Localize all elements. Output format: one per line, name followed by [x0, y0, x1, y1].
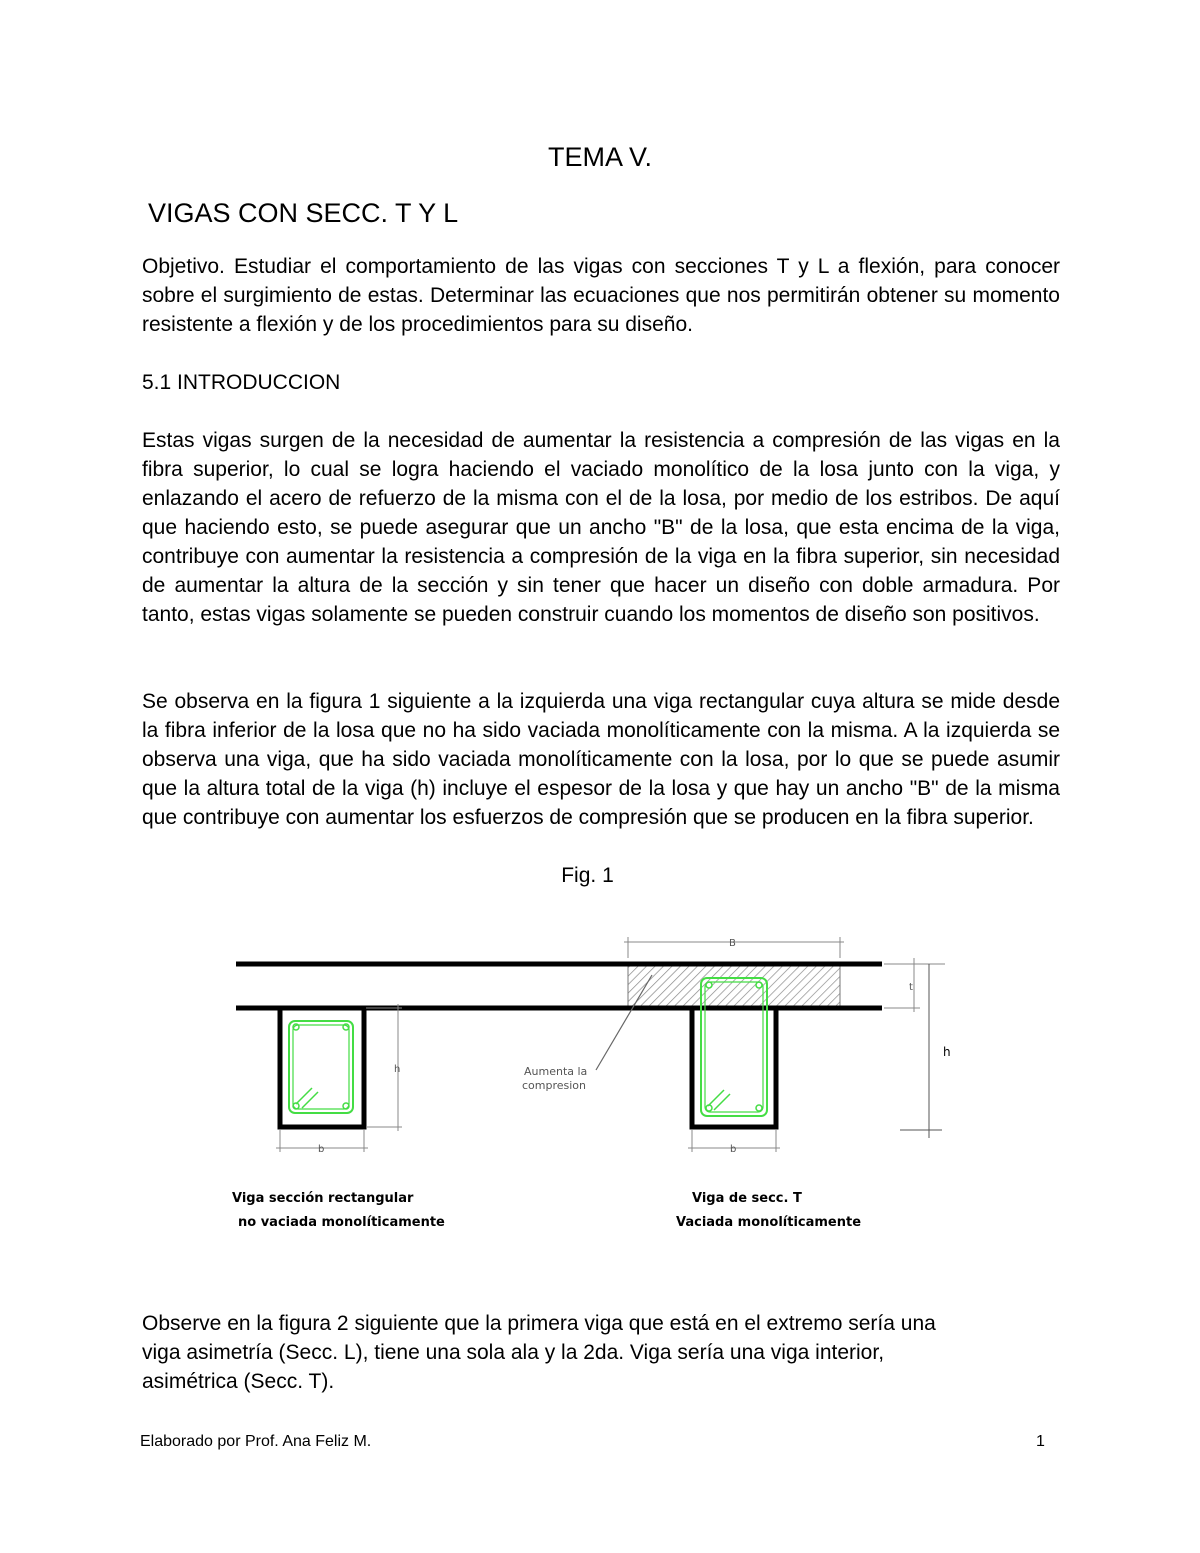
caption-right-line1: Viga de secc. T — [692, 1191, 802, 1206]
closing-paragraph — [142, 1309, 1072, 1396]
intro-paragraph: Estas vigas surgen de la necesidad de aumentar la resistencia a compresión de las vigas en la fibra superior, lo cual se logra haciendo el vaciado monolítico de la losa junto con la viga, y enlazando el acero de refuerzo de la misma con el de la losa, por medio de los estribos. De aquí que haciendo esto, se puede asegurar que un ancho "B" de la losa, que esta encima de la viga, contribuye con aumentar la resistencia a compresión de la viga en la fibra superior, sin necesidad de aumentar la altura de la sección y sin tener que hacer un diseño con doble armadura. Por tanto, estas vigas solamente se pueden construir cuando los momentos de diseño son positivos. — [142, 429, 1060, 626]
left-stirrup — [289, 1021, 353, 1113]
dim-b-left: b — [318, 1144, 325, 1155]
caption-right-line2: Vaciada monolíticamente — [676, 1215, 862, 1230]
dim-h-right: h — [943, 1045, 951, 1059]
annotation-line2: compresion — [522, 1079, 587, 1092]
footer-author: Elaborado por Prof. Ana Feliz M. — [140, 1433, 372, 1450]
closing-line: viga asimetría (Secc. L), tiene una sola ala y la 2da. Viga sería una viga interior, — [142, 1341, 885, 1364]
caption-left-line2: no vaciada monolíticamente — [238, 1215, 445, 1230]
figure-paragraph: Se observa en la figura 1 siguiente a la izquierda una viga rectangular cuya altura se mide desde la fibra inferior de la losa que no ha sido vaciada monolíticamente con la misma. A la izquierda se observa una viga, que ha sido vaciada monolíticamente con la losa, por lo que se puede asumir que la altura total de la viga (h) incluye el espesor de la losa y que hay un ancho "B" de la misma que contribuye con aumentar los esfuerzos de compresión que se producen en la fibra superior. — [142, 690, 1060, 829]
caption-left-line1: Viga sección rectangular — [232, 1191, 414, 1206]
footer-page-number: 1 — [1036, 1433, 1045, 1450]
objective-paragraph: Objetivo. Estudiar el comportamiento de las vigas con secciones T y L a flexión, para conocer sobre el surgimiento de estas. Determinar las ecuaciones que nos permitirán obtener su momento resistente a flexión y de los procedimientos para su diseño. — [142, 255, 1060, 336]
page-subtitle: VIGAS CON SECC. T Y L — [148, 198, 459, 228]
page-title: TEMA V. — [547, 142, 653, 172]
dim-B: B — [729, 938, 736, 949]
compression-zone-hatch — [628, 964, 840, 1008]
dim-h-left: h — [394, 1064, 401, 1075]
figure-label: Fig. 1 — [561, 864, 614, 887]
annotation-leader — [596, 975, 652, 1070]
annotation-line1: Aumenta la — [524, 1065, 588, 1078]
closing-line: asimétrica (Secc. T). — [142, 1370, 335, 1393]
section-heading: 5.1 INTRODUCCION — [142, 371, 341, 394]
closing-line: Observe en la figura 2 siguiente que la primera viga que está en el extremo sería una — [142, 1312, 936, 1335]
dim-b-right: b — [730, 1144, 737, 1155]
dim-t: t — [909, 982, 913, 993]
